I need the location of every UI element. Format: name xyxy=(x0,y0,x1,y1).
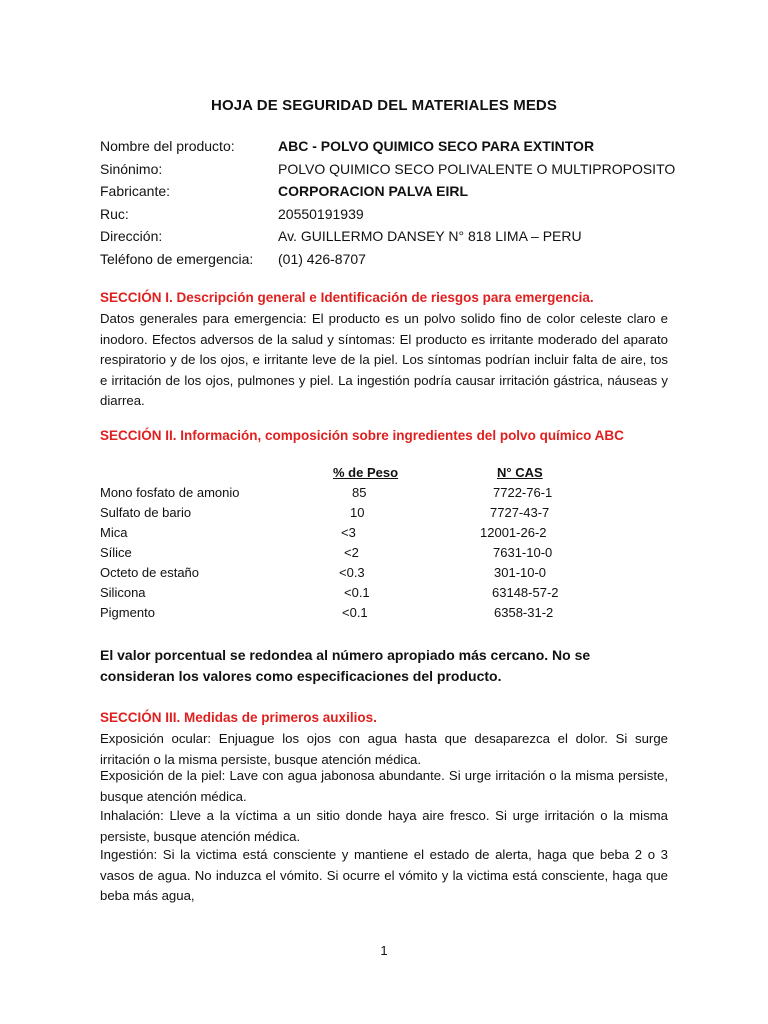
ingredient-name: Silicona xyxy=(100,585,146,600)
ingredient-weight: <0.1 xyxy=(344,585,370,600)
info-value: (01) 426-8707 xyxy=(278,250,366,267)
info-row xyxy=(100,183,675,206)
ingredient-cas: 6358-31-2 xyxy=(494,605,554,620)
composition-note: El valor porcentual se redondea al número apropiado más cercano. No se consideran los valores como especificaciones del producto. xyxy=(100,647,591,684)
info-label: Sinónimo: xyxy=(100,160,163,177)
table-row xyxy=(100,505,620,525)
ingredient-cas: 7631-10-0 xyxy=(493,545,553,560)
info-row xyxy=(100,228,675,251)
ingredient-name: Pigmento xyxy=(100,605,155,620)
table-row xyxy=(100,565,620,585)
ingredient-cas: 12001-26-2 xyxy=(480,525,547,540)
info-label: Nombre del producto: xyxy=(100,138,235,154)
ingredient-weight: <0.1 xyxy=(342,605,368,620)
table-row xyxy=(100,585,620,605)
first-aid-inhalation: Inhalación: Lleve a la víctima a un sitio donde haya aire fresco. Si urge irritación o la misma persiste, busque atención médica. xyxy=(100,808,668,844)
ingredient-weight: <0.3 xyxy=(339,565,365,580)
info-row xyxy=(100,161,675,184)
info-row xyxy=(100,138,675,161)
ingredient-cas: 301-10-0 xyxy=(494,565,547,580)
table-row xyxy=(100,525,620,545)
info-value: ABC - POLVO QUIMICO SECO PARA EXTINTOR xyxy=(278,138,595,154)
ingredient-weight: 85 xyxy=(352,485,367,500)
ingredient-cas: 63148-57-2 xyxy=(492,585,559,600)
ingredient-name: Octeto de estaño xyxy=(100,565,200,580)
first-aid-eyes: Exposición ocular: Enjuague los ojos con agua hasta que desaparezca el dolor. Si surge irritación o la misma persiste, busque atención médica. xyxy=(100,731,668,767)
section-1-heading: SECCIÓN I. Descripción general e Identificación de riesgos para emergencia. xyxy=(100,290,594,305)
document-title: HOJA DE SEGURIDAD DEL MATERIALES MEDS xyxy=(211,97,557,114)
ingredient-name: Sulfato de bario xyxy=(100,505,192,520)
ingredient-cas: 7727-43-7 xyxy=(490,505,550,520)
product-info xyxy=(100,138,675,273)
table-row xyxy=(100,485,620,505)
ingredient-name: Mono fosfato de amonio xyxy=(100,485,240,500)
table-row xyxy=(100,605,620,625)
first-aid-skin: Exposición de la piel: Lave con agua jabonosa abundante. Si urge irritación o la misma persiste, busque atención médica. xyxy=(100,768,668,804)
page-number: 1 xyxy=(380,943,388,958)
ingredient-weight: 10 xyxy=(350,505,365,520)
info-label: Fabricante: xyxy=(100,183,171,199)
cas-column-header: N° CAS xyxy=(497,465,543,480)
info-label: Dirección: xyxy=(100,228,163,244)
ingredient-name: Mica xyxy=(100,525,128,540)
first-aid-ingestion: Ingestión: Si la victima está consciente y mantiene el estado de alerta, haga que beba 2 o 3 vasos de agua. No induzca el vómito. Si ocurre el vómito y la victima está consciente, haga que beba más agua, xyxy=(100,847,668,904)
ingredient-cas: 7722-76-1 xyxy=(493,485,553,500)
info-value: POLVO QUIMICO SECO POLIVALENTE O MULTIPROPOSITO xyxy=(278,160,676,177)
info-value: 20550191939 xyxy=(278,205,364,222)
table-row xyxy=(100,545,620,565)
info-row xyxy=(100,251,675,274)
section-1-body: Datos generales para emergencia: El producto es un polvo solido fino de color celeste claro e inodoro. Efectos adversos de la salud y síntomas: El producto es irritante moderado del aparato respiratorio y de los ojos, e irritante leve de la piel. Los síntomas podrían incluir falta de aire, tos e irritación de los ojos, pulmones y piel. La ingestión podría causar irritación gástrica, náuseas y diarrea. xyxy=(100,311,668,409)
info-row xyxy=(100,206,675,229)
section-2-heading: SECCIÓN II. Información, composición sobre ingredientes del polvo químico ABC xyxy=(100,428,624,443)
ingredient-name: Sílice xyxy=(100,545,132,560)
section-3-heading: SECCIÓN III. Medidas de primeros auxilios. xyxy=(100,710,377,725)
info-value: Av. GUILLERMO DANSEY N° 818 LIMA – PERU xyxy=(278,228,582,244)
info-value: CORPORACION PALVA EIRL xyxy=(278,183,469,199)
info-label: Teléfono de emergencia: xyxy=(100,250,254,267)
info-label: Ruc: xyxy=(100,205,129,222)
ingredient-weight: <2 xyxy=(344,545,359,560)
weight-column-header: % de Peso xyxy=(333,465,399,480)
ingredient-weight: <3 xyxy=(341,525,356,540)
